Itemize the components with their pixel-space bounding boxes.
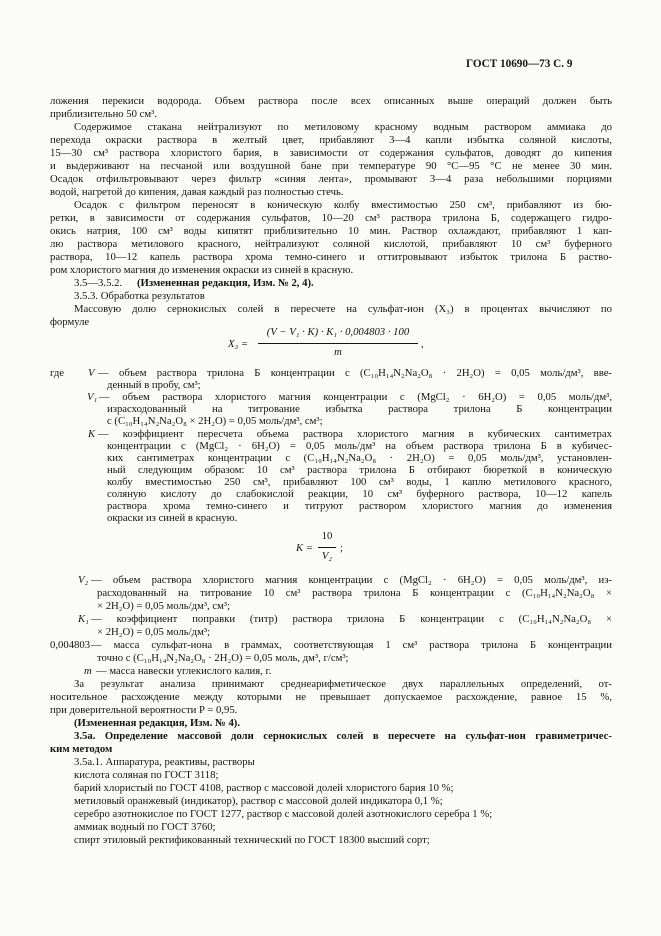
symbol-K1: K₁: [78, 613, 89, 625]
definition-line: — объем раствора трилона Б концентрации c (C₁₀H₁₄N₂Na₂O₈ · 2H₂O) = 0,05 моль/дм³, вве-: [98, 367, 612, 379]
definition-line: — масса навески углекислого калия, г.: [96, 665, 272, 677]
text-line: За результат анализа принимают среднеарифметическое двух параллельных определений, от-: [74, 678, 612, 690]
text-line: Массовую долю сернокислых солей в пересчете на сульфат-ион (X₃) в процентах вычисляют по: [74, 303, 612, 315]
definition-line: расходованный на титрование 10 см³ раствора трилона Б концентрации c (C₁₀H₁₄N₂Na₂O₈ ×: [97, 587, 612, 599]
revision-note: (Измененная редакция, Изм. № 4).: [74, 717, 241, 729]
text-line: водой, нагретой до кипения, давая каждый раз полностью стечь.: [50, 186, 344, 198]
formula-2-denominator: V₂: [321, 550, 333, 562]
formula-1-tail: ,: [421, 338, 424, 350]
text-line: 3.5—3.5.2.: [74, 277, 123, 289]
text-line: 15—30 см³ раствора хлористого бария, в зависимости от содержания сульфатов, доводят до кипения: [50, 147, 612, 159]
symbol-V: V: [88, 367, 95, 379]
text-line: ретки, в зависимости от содержания сульфатов, 10—20 см³ раствора трилона Б, содержащего гидро-: [50, 212, 612, 224]
list-item: серебро азотнокислое по ГОСТ 1277, раствор с массовой долей азотнокислого серебра 1 %;: [74, 808, 493, 820]
list-item: метиловый оранжевый (индикатор), раствор с массовой долей индикатора 0,1 %;: [74, 795, 443, 807]
list-item: аммиак водный по ГОСТ 3760;: [74, 821, 216, 833]
definition-line: — масса сульфат-иона в граммах, соответствующая 1 см³ раствора трилона Б концентрации: [91, 639, 612, 651]
definition-line: ких сантиметрах концентрации c (C₁₀H₁₄N₂Na₂O₈ · 2H₂O) = 0,05 моль/дм³, установлен-: [107, 452, 612, 464]
where-label: где: [50, 367, 65, 379]
definition-line: точно c (C₁₀H₁₄N₂Na₂O₈ · 2H₂O) = 0,05 моль, дм³, г/см³;: [97, 652, 349, 664]
symbol-constant: 0,004803: [50, 639, 91, 651]
fraction-bar: [318, 547, 336, 548]
section-heading: ким методом: [50, 743, 113, 755]
text-line: носительное расхождение между которыми не превышает допускаемое расхождение, равное 15 %,: [50, 691, 612, 703]
fraction-bar: [258, 343, 418, 344]
text-line: приблизительно 50 см³.: [50, 108, 158, 120]
text-line: окись натрия, 100 см³ воды кипятят приблизительно 10 мин. Раствор охлаждают, прибавляют 1 кап-: [50, 225, 612, 237]
definition-line: израсходованный на титрование избытка раствора трилона Б концентрации: [107, 403, 612, 415]
section-heading: 3.5а. Определение массовой доли сернокислых солей в пересчете на сульфат-ион гравиметричес-: [74, 730, 612, 742]
list-item: кислота соляная по ГОСТ 3118;: [74, 769, 219, 781]
definition-line: × 2H₂O) = 0,05 моль/дм³, см³;: [97, 600, 231, 612]
revision-note: (Измененная редакция, Изм. № 2, 4).: [137, 277, 314, 289]
definition-line: окраски из синей в красную.: [107, 512, 238, 524]
definition-line: колбу вместимостью 250 см³, прибавляют 100 см³ воды, 1 каплю метилового красного,: [107, 476, 612, 488]
symbol-K: K: [88, 428, 96, 440]
definition-line: ный следующим образом: 10 см³ раствора трилона Б отбирают бюреткой в коническую: [107, 464, 612, 476]
subsection-title: 3.5.3. Обработка результатов: [74, 290, 205, 302]
page-header: ГОСТ 10690—73 С. 9: [466, 58, 573, 70]
definition-line: — коэффициент пересчета объема раствора хлористого магния в кубических сантиметрах: [98, 428, 612, 440]
definition-line: соляную кислоту до слабокислой реакции, 10 см³ буферного раствора, 10—12 капель: [107, 488, 612, 500]
text-line: Осадок с фильтром переносят в коническую колбу вместимостью 250 см³, прибавляют из бю-: [74, 199, 612, 211]
formula-1-lhs: X₃ =: [228, 338, 249, 350]
definition-line: раствора хрома темно-синего и титруют раствором хлористого магния до изменения: [107, 500, 612, 512]
symbol-V1: V₁: [87, 391, 98, 403]
definition-line: денный в пробу, см³;: [107, 379, 201, 391]
text-line: раствора, 10—12 капель раствора хрома темно-синего и оттитровывают избыток трилона Б раство-: [50, 251, 612, 263]
text-line: перехода окраски раствора в желтый цвет, прибавляют 3—4 капли избытка соляной кислоты,: [50, 134, 612, 146]
text-line: и выдерживают на песчаной или воздушной бане при температуре 90 °С—95 °С не менее 30 мин.: [50, 160, 612, 172]
text-line: лю раствора метилового красного, нейтрализуют соляной кислотой, прибавляют 10 см³ буферного: [50, 238, 612, 250]
formula-1-denominator: m: [334, 346, 342, 358]
text-line: ложения перекиси водорода. Объем раствора после всех описанных выше операций должен быть: [50, 95, 612, 107]
definition-line: концентрации c (MgCl₂ · 6H₂O) = 0,05 моль/дм³ на объем раствора трилона Б в кубичес-: [107, 440, 612, 452]
list-item: барий хлористый по ГОСТ 4108, раствор с массовой долей хлористого бария 10 %;: [74, 782, 454, 794]
text-line: Содержимое стакана нейтрализуют по метиловому красному водным раствором аммиака до: [74, 121, 612, 133]
definition-line: c (C₁₀H₁₄N₂Na₂O₈ × 2H₂O) = 0,05 моль/дм³, см³;: [107, 415, 323, 427]
definition-line: × 2H₂O) = 0,05 моль/дм³;: [97, 626, 211, 638]
definition-line: — объем раствора хлористого магния концентрации c (MgCl₂ · 6H₂O) = 0,05 моль/дм³,: [99, 391, 612, 403]
definition-line: — объем раствора хлористого магния концентрации c (MgCl₂ · 6H₂O) = 0,05 моль/дм³, из-: [91, 574, 612, 586]
formula-1-numerator: (V − V₁ · K) · K₁ · 0,004803 · 100: [266, 326, 410, 338]
formula-2-lhs: K =: [296, 542, 314, 554]
formula-2-numerator: 10: [321, 530, 333, 542]
subsection-title: 3.5а.1. Аппаратура, реактивы, растворы: [74, 756, 255, 768]
list-item: спирт этиловый ректификованный технический по ГОСТ 18300 высший сорт;: [74, 834, 430, 846]
symbol-m: m: [84, 665, 92, 677]
definition-line: — коэффициент поправки (титр) раствора трилона Б концентрации c (C₁₀H₁₄N₂Na₂O₈ ×: [91, 613, 612, 625]
formula-2-tail: ;: [340, 542, 343, 554]
text-line: ром хлористого магния до изменения окраски из синей в красную.: [50, 264, 354, 276]
text-line: формуле: [50, 316, 90, 328]
symbol-V2: V₂: [78, 574, 89, 586]
text-line: при доверительной вероятности P = 0,95.: [50, 704, 238, 716]
text-line: Осадок отфильтровывают через фильтр «синяя лента», промывают 3—4 раза небольшими порциями: [50, 173, 612, 185]
